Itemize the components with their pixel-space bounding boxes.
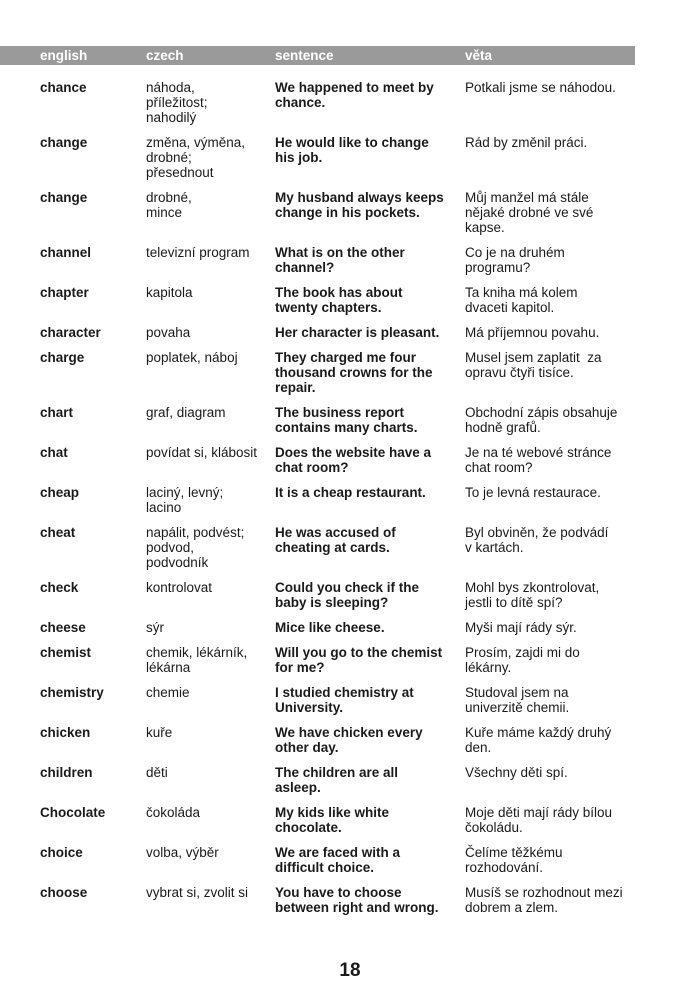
cell-english: chapter xyxy=(40,285,89,300)
cell-sentence: We are faced with a difficult choice. xyxy=(275,845,401,875)
cell-czech: povídat si, klábosit xyxy=(146,445,258,460)
table-row xyxy=(0,620,700,645)
cell-veta: Je na té webové stránce chat room? xyxy=(465,445,612,475)
cell-english: Chocolate xyxy=(40,805,106,820)
table-row xyxy=(0,325,700,350)
table-row xyxy=(0,885,700,925)
cell-veta: Obchodní zápis obsahuje hodně grafů. xyxy=(465,405,618,435)
cell-english: check xyxy=(40,580,79,595)
table-row xyxy=(0,285,700,325)
table-row xyxy=(0,350,700,405)
table-header xyxy=(0,46,635,65)
cell-english: charge xyxy=(40,350,85,365)
cell-sentence: I studied chemistry at University. xyxy=(275,685,414,715)
cell-sentence: He was accused of cheating at cards. xyxy=(275,525,396,555)
cell-sentence: You have to choose between right and wrong. xyxy=(275,885,439,915)
page-number: 18 xyxy=(339,960,361,981)
cell-czech: volba, výběr xyxy=(146,845,219,860)
cell-sentence: My kids like white chocolate. xyxy=(275,805,390,835)
table-row xyxy=(0,135,700,190)
cell-sentence: He would like to change his job. xyxy=(275,135,429,165)
cell-veta: Všechny děti spí. xyxy=(465,765,568,780)
cell-czech: poplatek, náboj xyxy=(146,350,238,365)
cell-english: channel xyxy=(40,245,92,260)
cell-sentence: The business report contains many charts. xyxy=(275,405,418,435)
cell-sentence: My husband always keeps change in his pockets. xyxy=(275,190,444,220)
header-english: english xyxy=(40,48,88,63)
cell-czech: televizní program xyxy=(146,245,250,260)
cell-czech: čokoláda xyxy=(146,805,201,820)
cell-veta: Rád by změnil práci. xyxy=(465,135,588,150)
table-row xyxy=(0,445,700,485)
table-row xyxy=(0,685,700,725)
cell-czech: kontrolovat xyxy=(146,580,213,595)
cell-sentence: We happened to meet by chance. xyxy=(275,80,434,110)
cell-english: choose xyxy=(40,885,88,900)
cell-english: character xyxy=(40,325,101,340)
cell-english: chemist xyxy=(40,645,92,660)
cell-czech: náhoda, příležitost; nahodilý xyxy=(146,80,208,125)
table-row xyxy=(0,525,700,580)
cell-english: choice xyxy=(40,845,83,860)
cell-czech: sýr xyxy=(146,620,164,635)
cell-sentence: The book has about twenty chapters. xyxy=(275,285,403,315)
header-czech: czech xyxy=(146,48,184,63)
table-row xyxy=(0,645,700,685)
cell-veta: Prosím, zajdi mi do lékárny. xyxy=(465,645,580,675)
table-row xyxy=(0,485,700,525)
header-veta: věta xyxy=(465,48,493,63)
cell-english: chemistry xyxy=(40,685,104,700)
cell-czech: změna, výměna, drobné; přesednout xyxy=(146,135,246,180)
cell-sentence: They charged me four thousand crowns for the repair. xyxy=(275,350,433,395)
cell-czech: napálit, podvést; podvod, podvodník xyxy=(146,525,245,570)
table-row xyxy=(0,245,700,285)
cell-veta: Čelíme těžkému rozhodování. xyxy=(465,845,563,875)
cell-czech: děti xyxy=(146,765,168,780)
cell-czech: kapitola xyxy=(146,285,193,300)
cell-veta: To je levná restaurace. xyxy=(465,485,601,500)
cell-sentence: Could you check if the baby is sleeping? xyxy=(275,580,420,610)
cell-english: chat xyxy=(40,445,68,460)
cell-czech: kuře xyxy=(146,725,173,740)
cell-english: chart xyxy=(40,405,74,420)
cell-sentence: Does the website have a chat room? xyxy=(275,445,432,475)
cell-veta: Musel jsem zaplatit za opravu čtyři tisíce. xyxy=(465,350,602,380)
cell-czech: chemik, lékárník, lékárna xyxy=(146,645,248,675)
table-row xyxy=(0,725,700,765)
cell-sentence: Mice like cheese. xyxy=(275,620,385,635)
cell-veta: Co je na druhém programu? xyxy=(465,245,565,275)
cell-sentence: The children are all asleep. xyxy=(275,765,399,795)
cell-english: cheese xyxy=(40,620,86,635)
table-row xyxy=(0,805,700,845)
cell-veta: Byl obviněn, že podvádí v kartách. xyxy=(465,525,609,555)
table-row xyxy=(0,190,700,245)
cell-english: children xyxy=(40,765,93,780)
cell-veta: Mohl bys zkontrolovat, jestli to dítě spí? xyxy=(465,580,600,610)
cell-czech: vybrat si, zvolit si xyxy=(146,885,249,900)
cell-czech: povaha xyxy=(146,325,191,340)
cell-czech: laciný, levný; lacino xyxy=(146,485,224,515)
cell-czech: graf, diagram xyxy=(146,405,226,420)
cell-sentence: What is on the other channel? xyxy=(275,245,405,275)
cell-english: cheat xyxy=(40,525,76,540)
cell-veta: Kuře máme každý druhý den. xyxy=(465,725,612,755)
cell-czech: chemie xyxy=(146,685,190,700)
cell-english: change xyxy=(40,190,88,205)
cell-sentence: It is a cheap restaurant. xyxy=(275,485,426,500)
cell-veta: Má příjemnou povahu. xyxy=(465,325,600,340)
cell-sentence: We have chicken every other day. xyxy=(275,725,423,755)
cell-sentence: Will you go to the chemist for me? xyxy=(275,645,443,675)
table-row xyxy=(0,405,700,445)
vocabulary-table xyxy=(0,80,700,925)
cell-english: change xyxy=(40,135,88,150)
table-row xyxy=(0,80,700,135)
table-row xyxy=(0,845,700,885)
cell-veta: Ta kniha má kolem dvaceti kapitol. xyxy=(465,285,578,315)
header-sentence: sentence xyxy=(275,48,334,63)
cell-czech: drobné, mince xyxy=(146,190,192,220)
cell-sentence: Her character is pleasant. xyxy=(275,325,440,340)
cell-veta: Moje děti mají rády bílou čokoládu. xyxy=(465,805,613,835)
cell-veta: Myši mají rády sýr. xyxy=(465,620,577,635)
cell-english: chicken xyxy=(40,725,91,740)
cell-veta: Musíš se rozhodnout mezi dobrem a zlem. xyxy=(465,885,623,915)
cell-english: chance xyxy=(40,80,87,95)
cell-english: cheap xyxy=(40,485,80,500)
table-row xyxy=(0,765,700,805)
cell-veta: Můj manžel má stále nějaké drobné ve své kapse. xyxy=(465,190,594,235)
cell-veta: Potkali jsme se náhodou. xyxy=(465,80,616,95)
table-row xyxy=(0,580,700,620)
cell-veta: Studoval jsem na univerzitě chemii. xyxy=(465,685,570,715)
